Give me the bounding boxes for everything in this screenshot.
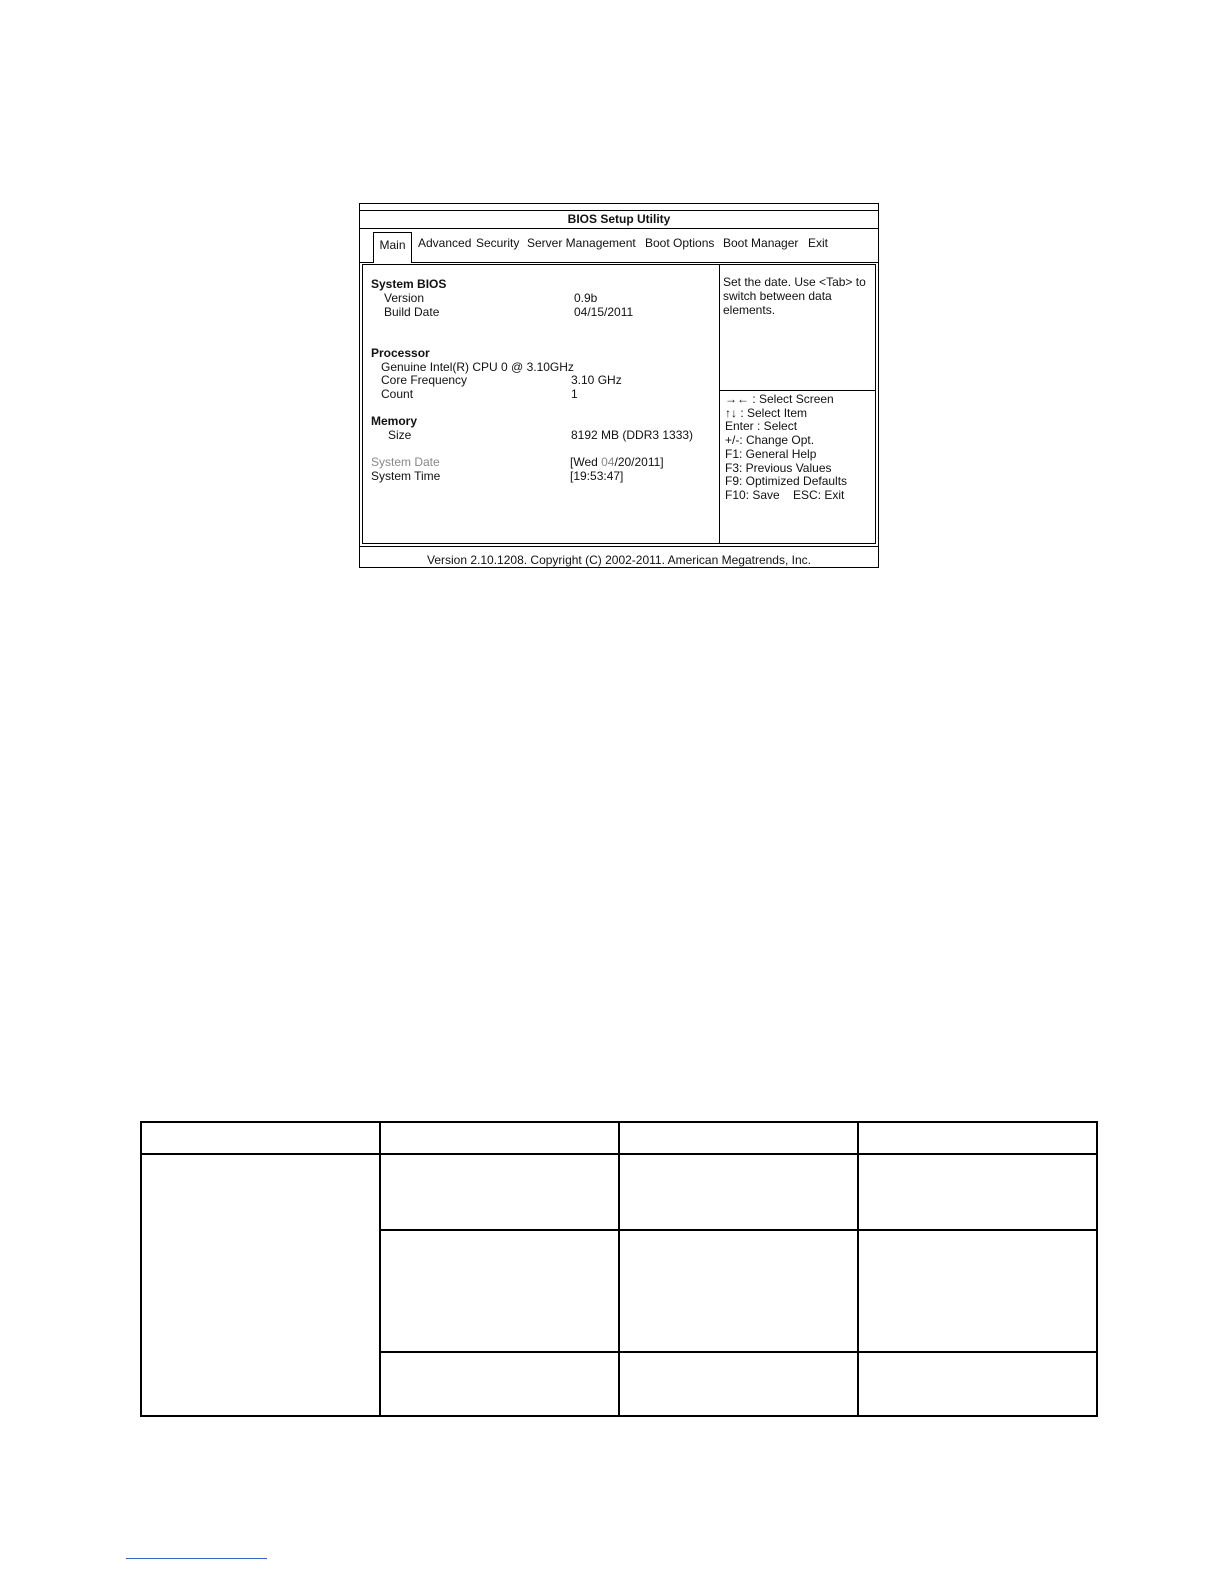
table-cell [619, 1352, 858, 1416]
tab-boot-options[interactable]: Boot Options [645, 236, 715, 250]
key-legend [725, 393, 847, 503]
count-label: Count [381, 387, 414, 401]
table-cell [858, 1230, 1097, 1352]
tab-server-management[interactable]: Server Management [527, 236, 636, 250]
processor-name: Genuine Intel(R) CPU 0 @ 3.10GHz [381, 360, 574, 374]
table-header-cell [619, 1122, 858, 1154]
table-cell [619, 1154, 858, 1230]
tab-security[interactable]: Security [476, 236, 520, 250]
system-time-field[interactable]: [19:53:47] [570, 469, 624, 483]
core-frequency-value: 3.10 GHz [571, 373, 622, 387]
table-header-cell [380, 1122, 619, 1154]
tab-main[interactable]: Main [373, 232, 412, 263]
system-time-label: System Time [371, 469, 441, 483]
table-row [141, 1154, 1097, 1230]
tab-exit[interactable]: Exit [808, 236, 829, 250]
version-value: 0.9b [574, 291, 598, 305]
table-cell [619, 1230, 858, 1352]
table-cell [858, 1154, 1097, 1230]
system-date-field[interactable] [570, 455, 664, 469]
tab-advanced[interactable]: Advanced [418, 236, 472, 250]
key-select-item: ↑↓ : Select Item [725, 405, 808, 420]
table-cell [380, 1154, 619, 1230]
key-change-opt: +/-: Change Opt. [725, 433, 815, 448]
settings-pane [363, 265, 719, 543]
document-table [140, 1121, 1098, 1417]
build-date-value: 04/15/2011 [574, 305, 634, 319]
table-header-cell [141, 1122, 380, 1154]
system-date-label: System Date [371, 455, 440, 469]
footnote-separator [126, 1558, 267, 1559]
bios-screen [359, 203, 879, 568]
key-optimized-defaults: F9: Optimized Defaults [725, 474, 848, 489]
tab-bar [360, 229, 878, 263]
bios-footer: Version 2.10.1208. Copyright (C) 2002-2011. American Megatrends, Inc. [360, 546, 878, 568]
key-enter-select: Enter : Select [725, 419, 798, 434]
help-text: Set the date. Use <Tab> to switch between data elements. [723, 275, 866, 317]
memory-size-value: 8192 MB (DDR3 1333) [571, 428, 694, 442]
key-select-screen: →← : Select Screen [725, 392, 834, 406]
key-save-exit: F10: Save ESC: Exit [725, 487, 845, 502]
table-cell [380, 1230, 619, 1352]
table-header-row [141, 1122, 1097, 1154]
help-section [720, 265, 876, 391]
system-bios-header: System BIOS [371, 277, 447, 291]
table-cell [858, 1352, 1097, 1416]
system-date-month[interactable]: 04 [601, 455, 615, 469]
table-cell [380, 1352, 619, 1416]
version-label: Version [384, 291, 425, 305]
tab-boot-manager[interactable]: Boot Manager [723, 236, 799, 250]
system-date-prefix: [Wed [570, 455, 602, 469]
key-general-help: F1: General Help [725, 446, 817, 461]
bios-title: BIOS Setup Utility [360, 210, 878, 229]
key-previous-values: F3: Previous Values [725, 460, 832, 475]
system-date-suffix: /20/2011] [614, 455, 664, 469]
table-header-cell [858, 1122, 1097, 1154]
processor-header: Processor [371, 346, 430, 360]
table-cell [141, 1154, 380, 1416]
core-frequency-label: Core Frequency [381, 373, 468, 387]
build-date-label: Build Date [384, 305, 440, 319]
help-pane [719, 265, 876, 543]
main-panel [362, 264, 876, 544]
memory-size-label: Size [388, 428, 412, 442]
count-value: 1 [571, 387, 578, 401]
memory-header: Memory [371, 414, 418, 428]
